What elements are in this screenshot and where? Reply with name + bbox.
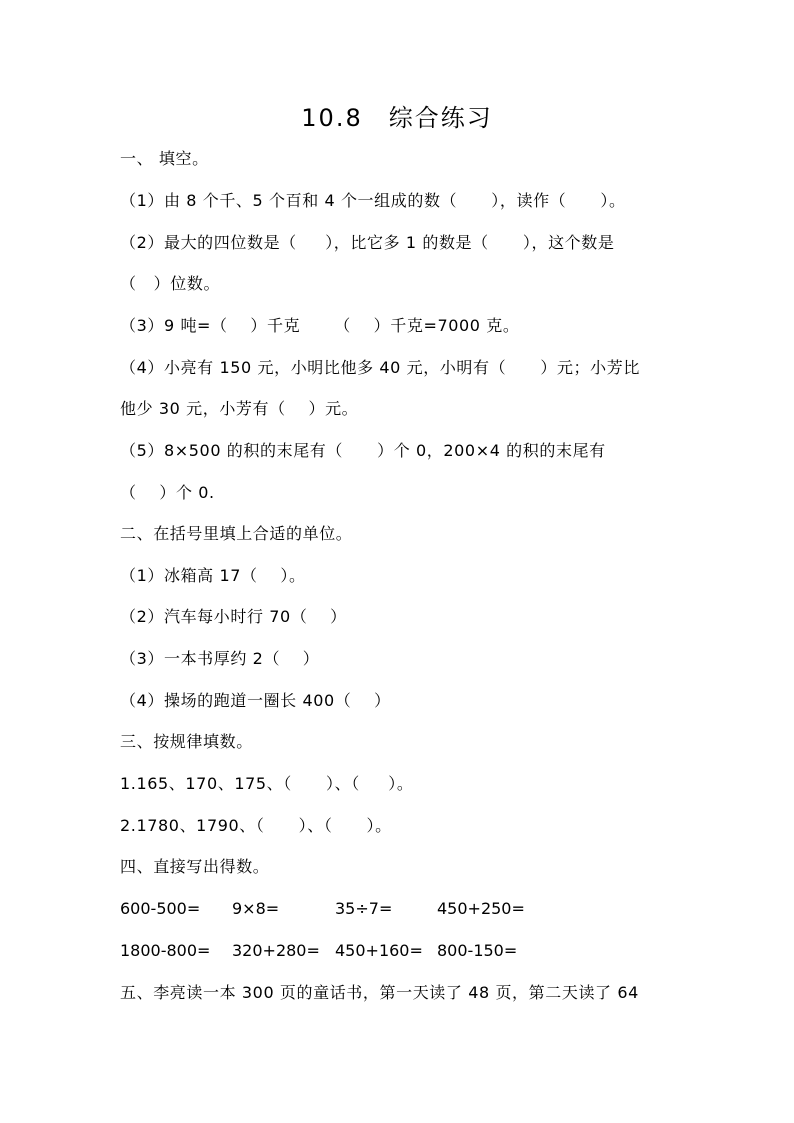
question-1-4-line-2: 他少 30 元，小芳有（ ）元。 <box>120 399 359 418</box>
calculation-item: 450+250= <box>437 899 525 918</box>
question-1-5-line-1: （5）8×500 的积的末尾有（ ）个 0，200×4 的积的末尾有 <box>120 441 606 460</box>
section-3-heading: 三、按规律填数。 <box>120 732 253 751</box>
question-1-3: （3）9 吨=（ ）千克 （ ）千克=7000 克。 <box>120 316 520 335</box>
section-4-heading: 四、直接写出得数。 <box>120 857 270 876</box>
question-1-2-line-1: （2）最大的四位数是（ ），比它多 1 的数是（ ），这个数是 <box>120 233 615 252</box>
calculation-item: 800-150= <box>437 941 518 960</box>
question-1-1: （1）由 8 个千、5 个百和 4 个一组成的数（ ），读作（ ）。 <box>120 191 626 210</box>
section-2-heading: 二、在括号里填上合适的单位。 <box>120 524 353 543</box>
question-3-1: 1.165、170、175、（ ）、（ ）。 <box>120 774 414 793</box>
question-1-5-line-2: （ ）个 0. <box>120 483 215 502</box>
question-3-2: 2.1780、1790、（ ）、（ ）。 <box>120 816 392 835</box>
calculation-item: 1800-800= <box>120 941 211 960</box>
question-2-1: （1）冰箱高 17（ ）。 <box>120 566 306 585</box>
page-title: 10.8 综合练习 <box>301 104 493 132</box>
calculation-item: 600-500= <box>120 899 201 918</box>
section-1-heading: 一、 填空。 <box>120 149 209 168</box>
question-1-2-line-2: （ ）位数。 <box>120 274 221 293</box>
calculation-item: 320+280= <box>232 941 320 960</box>
calculation-item: 9×8= <box>232 899 280 918</box>
question-1-4-line-1: （4）小亮有 150 元，小明比他多 40 元，小明有（ ）元；小芳比 <box>120 358 640 377</box>
calculation-item: 35÷7= <box>335 899 393 918</box>
question-2-4: （4）操场的跑道一圈长 400（ ） <box>120 691 391 710</box>
question-2-2: （2）汽车每小时行 70（ ） <box>120 607 347 626</box>
calculation-item: 450+160= <box>335 941 423 960</box>
question-2-3: （3）一本书厚约 2（ ） <box>120 649 320 668</box>
section-5-question: 五、李亮读一本 300 页的童话书，第一天读了 48 页，第二天读了 64 <box>120 983 639 1002</box>
